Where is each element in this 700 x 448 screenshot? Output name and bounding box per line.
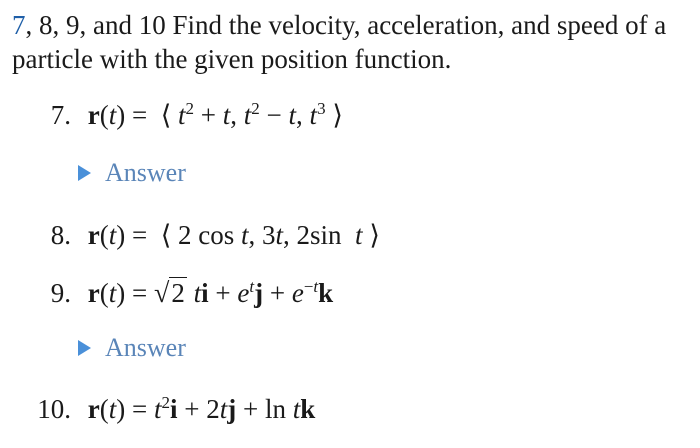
problem-number: 8. [50, 220, 71, 250]
problem-8 [41, 218, 380, 252]
answer-label: Answer [105, 158, 186, 187]
triangle-right-icon [78, 165, 91, 181]
problem-number: 10. [37, 394, 71, 424]
answer-toggle[interactable] [78, 333, 186, 363]
instructions [12, 8, 688, 76]
problem-number: 7. [50, 100, 71, 130]
exercise-link[interactable]: 7 [12, 10, 26, 40]
problem-7 [41, 98, 343, 132]
problem-equation: $r(t) = t^2i + 2tj + \ln$ tk [87, 393, 316, 424]
problem-equation: r(t) = √2 ti + $e^tj + e^{-t}k$ [87, 277, 334, 309]
problem-10 [28, 392, 315, 426]
problem-equation: r(t) = ⟨ 2 cos t, 3t, 2sin t ⟩ [87, 220, 380, 250]
problem-9 [41, 276, 333, 311]
answer-label: Answer [105, 333, 186, 362]
triangle-right-icon [78, 340, 91, 356]
instructions-text: , 8, 9, and 10 Find the velocity, acceleration, and speed of a particle with the given position function. [12, 10, 667, 74]
answer-toggle[interactable] [78, 158, 186, 188]
problem-equation: r(t) = ⟨ $t^2 + t$, $t^2 - t$, $t^3$ ⟩ [87, 99, 343, 130]
problem-number: 9. [50, 278, 71, 308]
